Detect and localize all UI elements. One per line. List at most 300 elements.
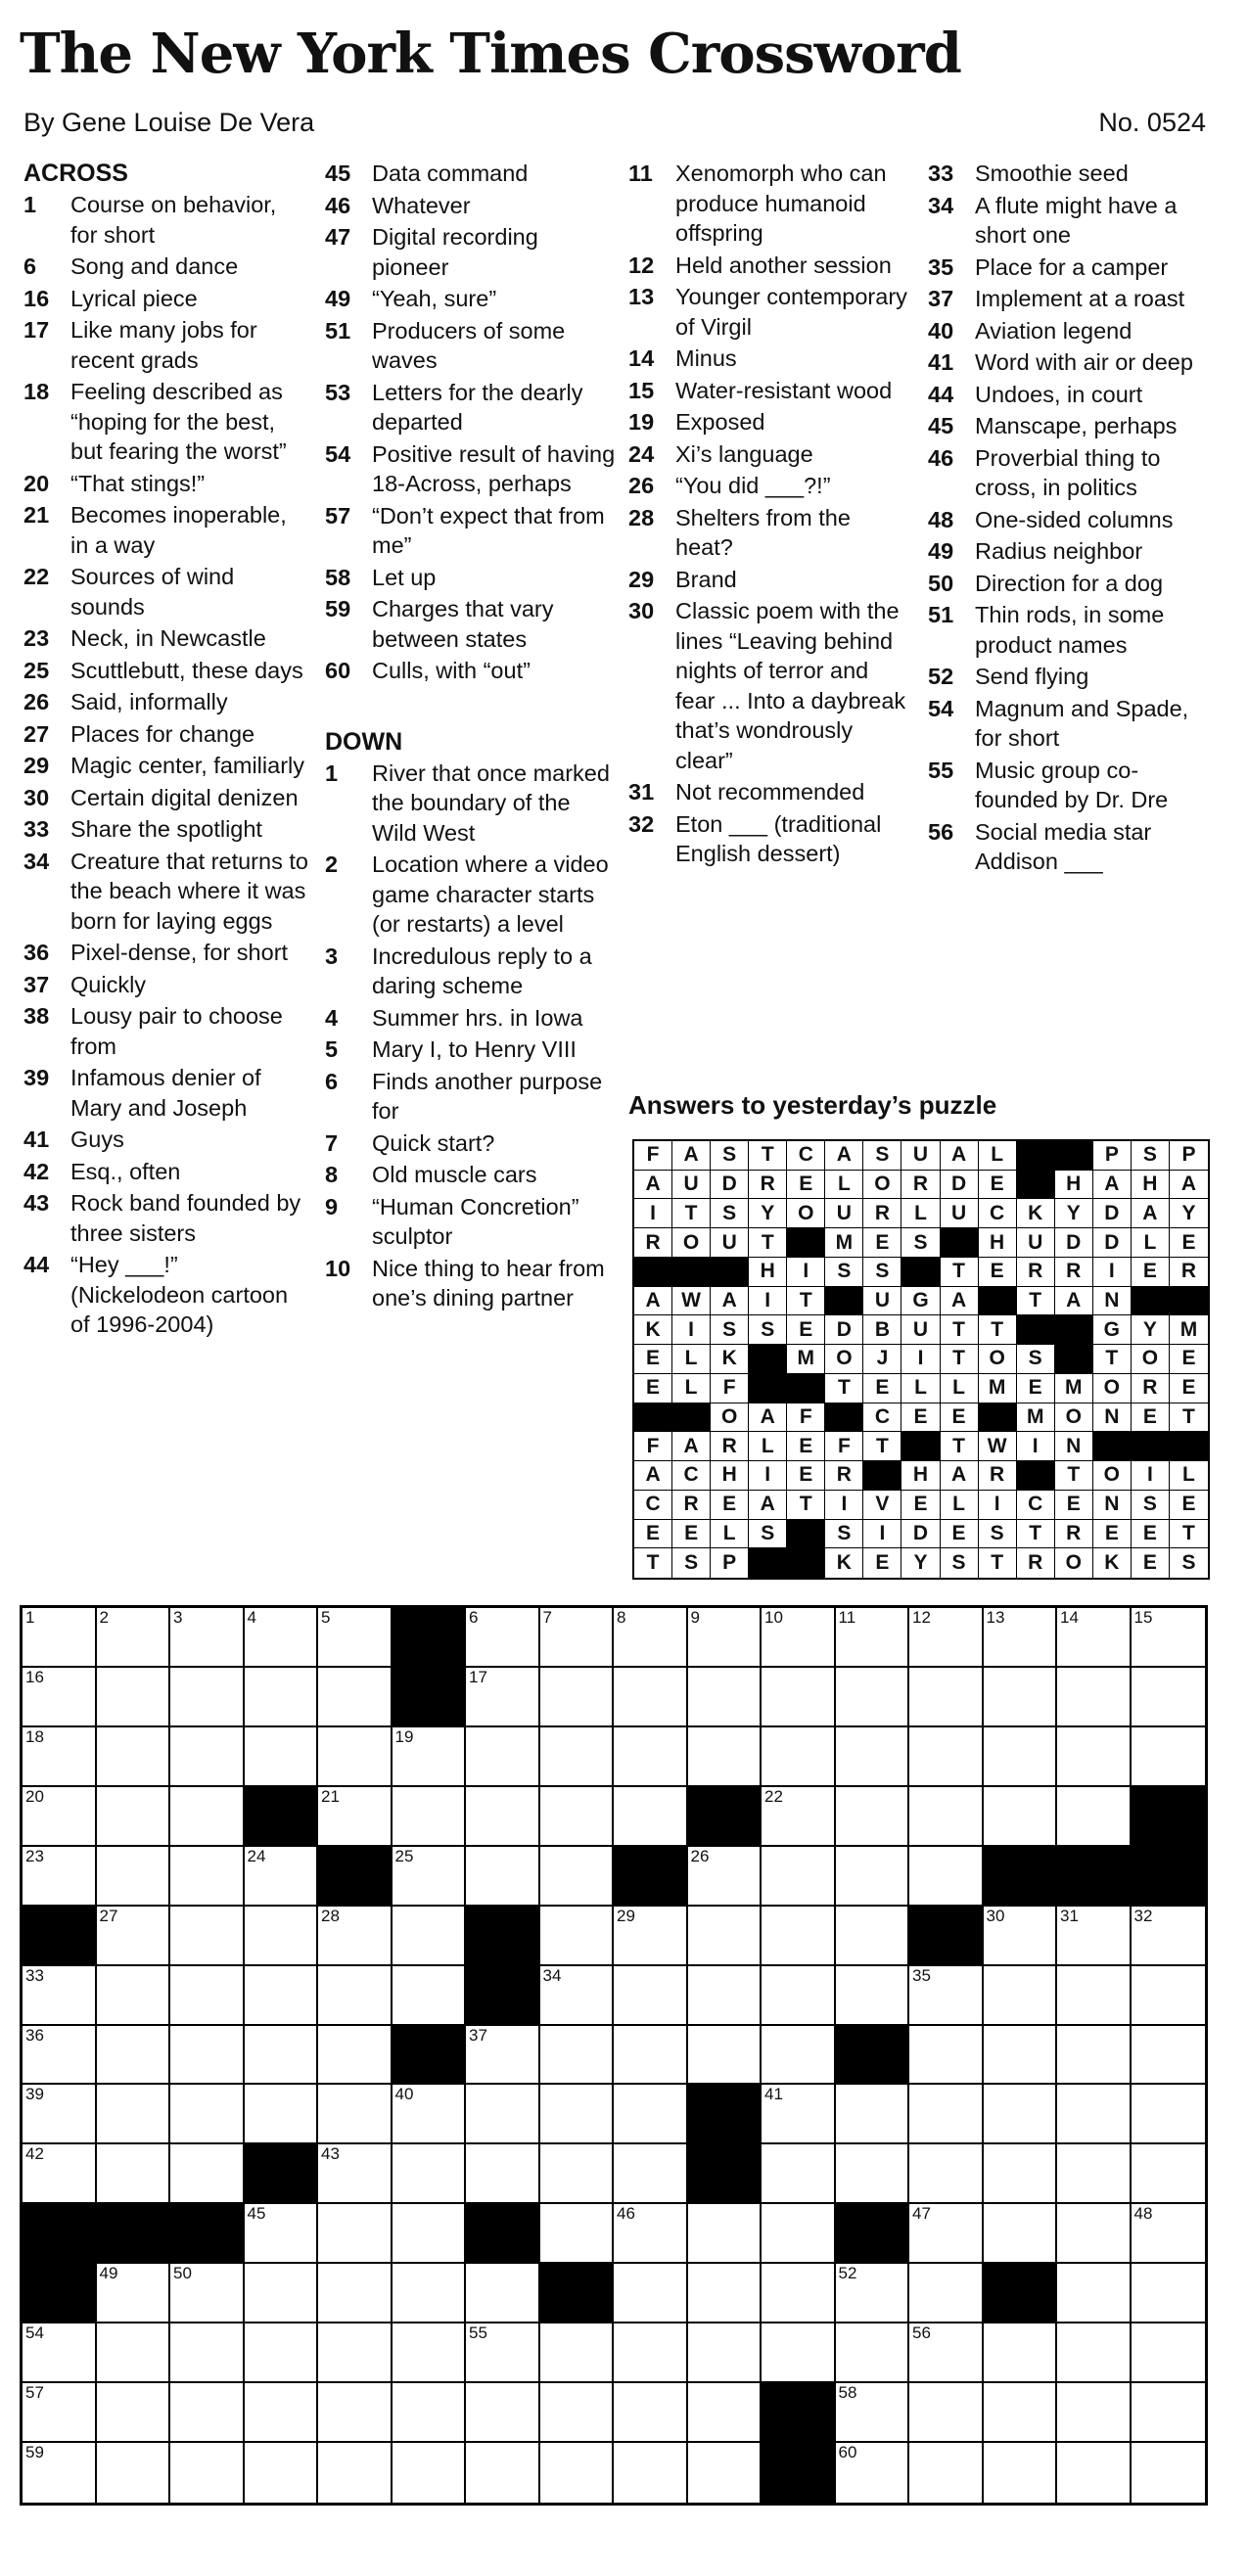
- grid-cell[interactable]: [836, 2383, 910, 2443]
- grid-cell[interactable]: [97, 2443, 171, 2503]
- grid-cell[interactable]: [836, 1907, 910, 1966]
- clue-item[interactable]: [325, 850, 619, 940]
- grid-cell[interactable]: [97, 2085, 171, 2144]
- clue-item[interactable]: [928, 694, 1222, 754]
- clue-item[interactable]: [928, 443, 1222, 503]
- grid-cell[interactable]: [393, 2204, 467, 2264]
- clue-number: 24: [628, 440, 655, 467]
- grid-cell[interactable]: [984, 1966, 1058, 2026]
- grid-cell[interactable]: [318, 1608, 393, 1668]
- grid-cell[interactable]: [1057, 1907, 1132, 1966]
- grid-cell[interactable]: [1057, 2323, 1132, 2383]
- grid-cell[interactable]: [762, 2264, 836, 2323]
- grid-cell[interactable]: [97, 1966, 171, 2026]
- grid-cell[interactable]: [97, 2026, 171, 2086]
- grid-cell[interactable]: [614, 1966, 688, 2026]
- grid-cell[interactable]: [614, 2144, 688, 2204]
- grid-cell[interactable]: [984, 2323, 1058, 2383]
- grid-cell[interactable]: [688, 2204, 763, 2264]
- grid-cell[interactable]: [762, 2204, 836, 2264]
- grid-cell[interactable]: [540, 2144, 615, 2204]
- clue-item[interactable]: [23, 1063, 309, 1123]
- grid-cell[interactable]: [762, 1727, 836, 1787]
- grid-cell[interactable]: [540, 2204, 615, 2264]
- grid-cell[interactable]: [466, 2383, 540, 2443]
- grid-cell[interactable]: [393, 2144, 467, 2204]
- clue-text: Letters for the dearly departed: [372, 379, 583, 435]
- clue-item[interactable]: [325, 222, 619, 282]
- clue-item[interactable]: [928, 569, 1222, 599]
- grid-cell[interactable]: [393, 1727, 467, 1787]
- clue-item[interactable]: [23, 1250, 309, 1340]
- clue-item[interactable]: [325, 316, 619, 376]
- grid-cell[interactable]: [245, 2323, 319, 2383]
- grid-cell[interactable]: [909, 2204, 984, 2264]
- grid-cell[interactable]: [318, 2443, 393, 2503]
- grid-cell[interactable]: [836, 1727, 910, 1787]
- grid-cell[interactable]: [540, 1787, 615, 1847]
- clue-item[interactable]: [928, 159, 1222, 189]
- grid-cell[interactable]: [245, 2443, 319, 2503]
- clue-item[interactable]: [23, 814, 309, 845]
- clue-item[interactable]: [325, 656, 619, 686]
- grid-cell[interactable]: [23, 2323, 97, 2383]
- grid-cell[interactable]: [393, 1847, 467, 1907]
- grid-cell[interactable]: [984, 2144, 1058, 2204]
- grid-cell[interactable]: [1057, 1727, 1132, 1787]
- grid-cell[interactable]: [466, 1727, 540, 1787]
- grid-cell[interactable]: [1132, 1608, 1206, 1668]
- grid-cell[interactable]: [540, 2026, 615, 2086]
- grid-cell[interactable]: [762, 1608, 836, 1668]
- grid-cell[interactable]: [836, 1847, 910, 1907]
- grid-cell[interactable]: [984, 1668, 1058, 1727]
- grid-cell[interactable]: [466, 1668, 540, 1727]
- answer-black-square: [787, 1548, 825, 1578]
- clue-item[interactable]: [628, 407, 912, 437]
- clue-item[interactable]: [23, 252, 309, 282]
- grid-cell[interactable]: [614, 2383, 688, 2443]
- grid-cell[interactable]: [245, 2085, 319, 2144]
- grid-cell[interactable]: [614, 1787, 688, 1847]
- grid-cell[interactable]: [1057, 2383, 1132, 2443]
- grid-cell[interactable]: [1057, 2144, 1132, 2204]
- answer-cell: O: [672, 1228, 711, 1258]
- clue-item[interactable]: [23, 751, 309, 781]
- grid-cell[interactable]: [688, 2383, 763, 2443]
- grid-cell[interactable]: [984, 2026, 1058, 2086]
- grid-cell[interactable]: [245, 2264, 319, 2323]
- clue-item[interactable]: [928, 284, 1222, 314]
- grid-cell[interactable]: [1132, 2443, 1206, 2503]
- grid-cell[interactable]: [688, 1847, 763, 1907]
- grid-cell[interactable]: [97, 1787, 171, 1847]
- grid-cell[interactable]: [688, 1727, 763, 1787]
- clue-item[interactable]: [325, 1067, 619, 1127]
- grid-cell[interactable]: [836, 1787, 910, 1847]
- grid-cell[interactable]: [540, 2085, 615, 2144]
- clue-item[interactable]: [628, 809, 912, 869]
- clue-item[interactable]: [325, 191, 619, 221]
- grid-cell[interactable]: [466, 2144, 540, 2204]
- grid-cell[interactable]: [836, 2443, 910, 2503]
- grid-cell[interactable]: [393, 2383, 467, 2443]
- grid-cell[interactable]: [762, 1907, 836, 1966]
- grid-cell[interactable]: [762, 1787, 836, 1847]
- grid-cell[interactable]: [170, 2264, 245, 2323]
- grid-cell[interactable]: [23, 2443, 97, 2503]
- grid-cell[interactable]: [23, 1727, 97, 1787]
- black-square: [614, 1847, 688, 1907]
- grid-cell[interactable]: [1132, 2264, 1206, 2323]
- clue-item[interactable]: [23, 500, 309, 560]
- clue-item[interactable]: [628, 376, 912, 406]
- grid-cell[interactable]: [836, 1966, 910, 2026]
- grid-cell[interactable]: [170, 1966, 245, 2026]
- black-square: [688, 2085, 763, 2144]
- grid-cell[interactable]: [1132, 2383, 1206, 2443]
- grid-cell[interactable]: [836, 1608, 910, 1668]
- grid-cell[interactable]: [393, 1966, 467, 2026]
- clue-item[interactable]: [325, 1254, 619, 1313]
- grid-cell[interactable]: [170, 2323, 245, 2383]
- grid-cell[interactable]: [688, 1907, 763, 1966]
- grid-cell[interactable]: [1132, 1966, 1206, 2026]
- clue-text: Rock band founded by three sisters: [70, 1190, 301, 1246]
- clue-item[interactable]: [325, 284, 619, 314]
- grid-cell[interactable]: [97, 1727, 171, 1787]
- grid-cell[interactable]: [909, 2144, 984, 2204]
- clue-item[interactable]: [325, 759, 619, 849]
- grid-cell[interactable]: [688, 1966, 763, 2026]
- grid-cell[interactable]: [540, 1847, 615, 1907]
- grid-cell[interactable]: [909, 1787, 984, 1847]
- grid-cell[interactable]: [762, 1668, 836, 1727]
- grid-cell[interactable]: [762, 2323, 836, 2383]
- grid-cell[interactable]: [466, 2085, 540, 2144]
- clue-item[interactable]: [325, 501, 619, 561]
- grid-cell[interactable]: [466, 2443, 540, 2503]
- grid-cell[interactable]: [1132, 2204, 1206, 2264]
- grid-cell[interactable]: [393, 2264, 467, 2323]
- grid-cell[interactable]: [836, 2144, 910, 2204]
- grid-cell[interactable]: [393, 1787, 467, 1847]
- grid-cell[interactable]: [170, 1727, 245, 1787]
- clue-item[interactable]: [23, 847, 309, 937]
- clue-item[interactable]: [628, 596, 912, 775]
- grid-cell[interactable]: [170, 1907, 245, 1966]
- grid-cell[interactable]: [23, 2144, 97, 2204]
- grid-cell[interactable]: [245, 2026, 319, 2086]
- clue-item[interactable]: [628, 439, 912, 470]
- grid-cell[interactable]: [1057, 2085, 1132, 2144]
- grid-cell[interactable]: [318, 2026, 393, 2086]
- grid-cell[interactable]: [170, 2383, 245, 2443]
- grid-cell[interactable]: [1132, 2323, 1206, 2383]
- grid-cell[interactable]: [170, 2144, 245, 2204]
- grid-cell[interactable]: [393, 2085, 467, 2144]
- grid-cell[interactable]: [1132, 1727, 1206, 1787]
- clue-item[interactable]: [628, 565, 912, 595]
- clue-item[interactable]: [325, 942, 619, 1001]
- grid-cell[interactable]: [909, 1966, 984, 2026]
- grid-cell[interactable]: [318, 2383, 393, 2443]
- clue-item[interactable]: [928, 817, 1222, 877]
- grid-cell[interactable]: [614, 2264, 688, 2323]
- grid-cell[interactable]: [909, 2264, 984, 2323]
- clue-item[interactable]: [23, 469, 309, 499]
- clue-item[interactable]: [928, 536, 1222, 567]
- grid-cell[interactable]: [23, 1787, 97, 1847]
- grid-cell[interactable]: [909, 2443, 984, 2503]
- grid-cell[interactable]: [614, 2323, 688, 2383]
- clue-item[interactable]: [325, 1003, 619, 1034]
- clue-item[interactable]: [325, 1128, 619, 1159]
- grid-cell[interactable]: [170, 2026, 245, 2086]
- grid-cell[interactable]: [984, 1907, 1058, 1966]
- grid-cell[interactable]: [614, 1907, 688, 1966]
- grid-cell[interactable]: [97, 2264, 171, 2323]
- grid-cell[interactable]: [245, 1608, 319, 1668]
- grid-cell[interactable]: [318, 2085, 393, 2144]
- grid-cell[interactable]: [909, 1668, 984, 1727]
- clue-item[interactable]: [23, 284, 309, 314]
- grid-cell[interactable]: [23, 2383, 97, 2443]
- grid-cell[interactable]: [614, 1608, 688, 1668]
- grid-cell[interactable]: [540, 2383, 615, 2443]
- grid-cell[interactable]: [1132, 2085, 1206, 2144]
- grid-cell[interactable]: [97, 2323, 171, 2383]
- clue-item[interactable]: [928, 380, 1222, 410]
- grid-cell[interactable]: [466, 1608, 540, 1668]
- grid-cell[interactable]: [1132, 2026, 1206, 2086]
- answer-black-square: [711, 1258, 749, 1287]
- clue-item[interactable]: [23, 783, 309, 813]
- grid-cell[interactable]: [1057, 1608, 1132, 1668]
- grid-cell[interactable]: [984, 2443, 1058, 2503]
- grid-cell[interactable]: [614, 2085, 688, 2144]
- grid-cell[interactable]: [318, 1727, 393, 1787]
- grid-cell[interactable]: [614, 2026, 688, 2086]
- grid-cell[interactable]: [540, 1907, 615, 1966]
- grid-cell[interactable]: [984, 2204, 1058, 2264]
- clue-item[interactable]: [928, 600, 1222, 660]
- clue-item[interactable]: [628, 777, 912, 807]
- grid-cell[interactable]: [23, 1668, 97, 1727]
- grid-cell[interactable]: [170, 1668, 245, 1727]
- clue-text: Old muscle cars: [372, 1162, 537, 1187]
- grid-cell[interactable]: [540, 1668, 615, 1727]
- clue-item[interactable]: [23, 1125, 309, 1155]
- grid-cell[interactable]: [1132, 1907, 1206, 1966]
- clue-item[interactable]: [325, 439, 619, 499]
- clue-item[interactable]: [628, 344, 912, 374]
- grid-cell[interactable]: [97, 1608, 171, 1668]
- grid-cell[interactable]: [23, 1847, 97, 1907]
- clue-item[interactable]: [325, 594, 619, 654]
- grid-cell[interactable]: [318, 1966, 393, 2026]
- clue-item[interactable]: [928, 756, 1222, 815]
- clue-item[interactable]: [628, 503, 912, 563]
- grid-cell[interactable]: [540, 2443, 615, 2503]
- clue-item[interactable]: [325, 1192, 619, 1252]
- grid-cell[interactable]: [1132, 2144, 1206, 2204]
- grid-cell[interactable]: [836, 2264, 910, 2323]
- grid-cell[interactable]: [97, 1847, 171, 1907]
- grid-cell[interactable]: [318, 1787, 393, 1847]
- grid-cell[interactable]: [909, 2383, 984, 2443]
- grid-cell[interactable]: [1057, 1787, 1132, 1847]
- clue-item[interactable]: [23, 970, 309, 1000]
- grid-cell[interactable]: [984, 2085, 1058, 2144]
- grid-cell[interactable]: [836, 2323, 910, 2383]
- grid-cell[interactable]: [97, 1907, 171, 1966]
- clue-item[interactable]: [23, 190, 309, 250]
- clue-item[interactable]: [23, 315, 309, 375]
- clue-item[interactable]: [23, 656, 309, 686]
- clue-item[interactable]: [928, 662, 1222, 692]
- clue-item[interactable]: [23, 687, 309, 717]
- grid-cell[interactable]: [1132, 1668, 1206, 1727]
- grid-cell[interactable]: [1057, 2264, 1132, 2323]
- grid-cell[interactable]: [540, 1966, 615, 2026]
- clue-item[interactable]: [23, 562, 309, 621]
- clue-item[interactable]: [928, 316, 1222, 346]
- grid-cell[interactable]: [170, 1787, 245, 1847]
- grid-cell[interactable]: [614, 2443, 688, 2503]
- grid-cell[interactable]: [1057, 2204, 1132, 2264]
- grid-cell[interactable]: [23, 2026, 97, 2086]
- clue-item[interactable]: [928, 411, 1222, 441]
- clue-item[interactable]: [325, 563, 619, 593]
- grid-cell[interactable]: [23, 1608, 97, 1668]
- clue-item[interactable]: [23, 1157, 309, 1187]
- grid-cell[interactable]: [170, 1608, 245, 1668]
- clue-item[interactable]: [928, 505, 1222, 535]
- grid-cell[interactable]: [466, 2264, 540, 2323]
- clue-item[interactable]: [325, 1160, 619, 1190]
- grid-cell[interactable]: [466, 2323, 540, 2383]
- grid-cell[interactable]: [245, 1966, 319, 2026]
- grid-cell[interactable]: [1057, 1966, 1132, 2026]
- answer-cell: R: [1055, 1258, 1093, 1287]
- grid-cell[interactable]: [909, 1727, 984, 1787]
- grid-cell[interactable]: [170, 2085, 245, 2144]
- clue-item[interactable]: [928, 253, 1222, 283]
- clue-item[interactable]: [325, 378, 619, 437]
- grid-cell[interactable]: [688, 2443, 763, 2503]
- grid-cell[interactable]: [540, 1608, 615, 1668]
- grid-cell[interactable]: [318, 2144, 393, 2204]
- grid-cell[interactable]: [23, 1966, 97, 2026]
- cell-number: 46: [617, 2204, 635, 2224]
- grid-cell[interactable]: [614, 1727, 688, 1787]
- grid-cell[interactable]: [245, 1727, 319, 1787]
- grid-cell[interactable]: [688, 2323, 763, 2383]
- clue-item[interactable]: [325, 1035, 619, 1065]
- grid-cell[interactable]: [614, 2204, 688, 2264]
- clue-item[interactable]: [23, 377, 309, 467]
- grid-cell[interactable]: [762, 1847, 836, 1907]
- grid-cell[interactable]: [466, 1787, 540, 1847]
- grid-cell[interactable]: [170, 1847, 245, 1907]
- grid-cell[interactable]: [318, 1907, 393, 1966]
- clue-item[interactable]: [928, 347, 1222, 378]
- grid-cell[interactable]: [540, 1727, 615, 1787]
- grid-cell[interactable]: [170, 2443, 245, 2503]
- clue-item[interactable]: [23, 938, 309, 968]
- grid-cell[interactable]: [909, 2323, 984, 2383]
- grid-cell[interactable]: [762, 1966, 836, 2026]
- grid-cell[interactable]: [97, 2383, 171, 2443]
- grid-cell[interactable]: [984, 1608, 1058, 1668]
- grid-cell[interactable]: [245, 2204, 319, 2264]
- answer-cell: E: [787, 1432, 825, 1461]
- clue-item[interactable]: [628, 159, 912, 249]
- grid-cell[interactable]: [97, 1668, 171, 1727]
- clue-item[interactable]: [928, 191, 1222, 251]
- grid-cell[interactable]: [245, 1847, 319, 1907]
- grid-cell[interactable]: [984, 2383, 1058, 2443]
- grid-cell[interactable]: [688, 1608, 763, 1668]
- grid-cell[interactable]: [909, 1847, 984, 1907]
- clue-item[interactable]: [325, 159, 619, 189]
- grid-cell[interactable]: [245, 1907, 319, 1966]
- grid-cell[interactable]: [984, 1727, 1058, 1787]
- grid-cell[interactable]: [318, 1668, 393, 1727]
- grid-cell[interactable]: [318, 2264, 393, 2323]
- grid-cell[interactable]: [318, 2204, 393, 2264]
- grid-cell[interactable]: [836, 2085, 910, 2144]
- grid-cell[interactable]: [762, 2026, 836, 2086]
- grid-cell[interactable]: [762, 2085, 836, 2144]
- grid-cell[interactable]: [245, 1668, 319, 1727]
- grid-cell[interactable]: [1057, 2026, 1132, 2086]
- grid-cell[interactable]: [688, 1668, 763, 1727]
- clue-item[interactable]: [628, 251, 912, 281]
- clue-item[interactable]: [23, 719, 309, 750]
- clue-item[interactable]: [23, 1001, 309, 1061]
- grid-cell[interactable]: [762, 2144, 836, 2204]
- grid-cell[interactable]: [393, 2323, 467, 2383]
- grid-cell[interactable]: [1057, 2443, 1132, 2503]
- grid-cell[interactable]: [909, 1608, 984, 1668]
- grid-cell[interactable]: [688, 2264, 763, 2323]
- grid-cell[interactable]: [688, 2026, 763, 2086]
- clue-item[interactable]: [628, 282, 912, 342]
- grid-cell[interactable]: [318, 2323, 393, 2383]
- grid-cell[interactable]: [245, 2383, 319, 2443]
- crossword-grid[interactable]: [20, 1605, 1208, 2506]
- clue-item[interactable]: [23, 623, 309, 654]
- grid-cell[interactable]: [393, 2443, 467, 2503]
- clue-item[interactable]: [628, 471, 912, 501]
- grid-cell[interactable]: [466, 2026, 540, 2086]
- grid-cell[interactable]: [540, 2323, 615, 2383]
- grid-cell[interactable]: [984, 1787, 1058, 1847]
- grid-cell[interactable]: [909, 2085, 984, 2144]
- grid-cell[interactable]: [1057, 1668, 1132, 1727]
- grid-cell[interactable]: [393, 1907, 467, 1966]
- grid-cell[interactable]: [23, 2085, 97, 2144]
- clue-item[interactable]: [23, 1188, 309, 1248]
- grid-cell[interactable]: [909, 2026, 984, 2086]
- grid-cell[interactable]: [836, 1668, 910, 1727]
- answer-black-square: [634, 1258, 672, 1287]
- grid-cell[interactable]: [614, 1668, 688, 1727]
- grid-cell[interactable]: [466, 1847, 540, 1907]
- grid-cell[interactable]: [97, 2144, 171, 2204]
